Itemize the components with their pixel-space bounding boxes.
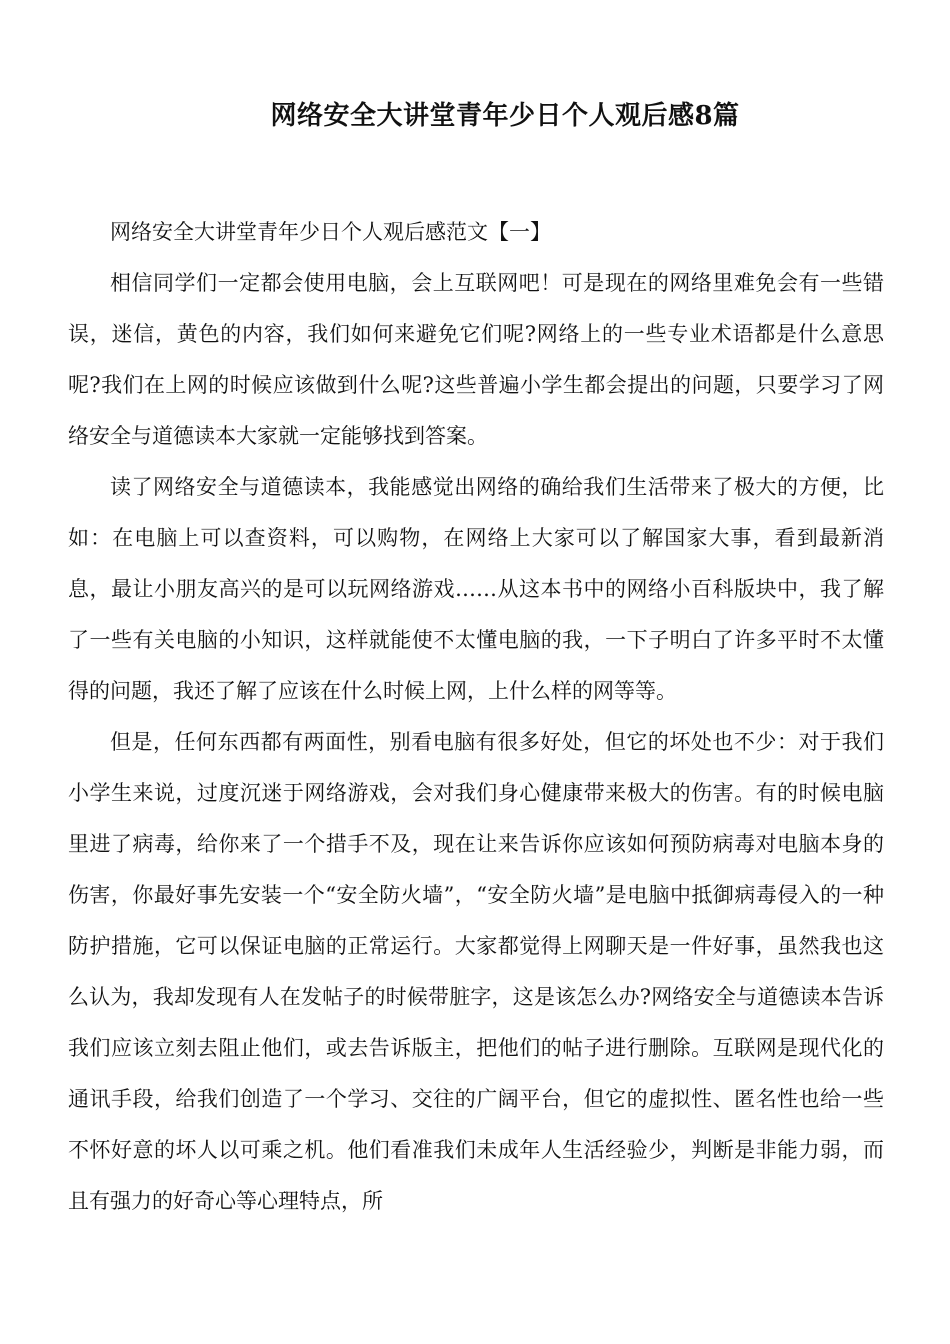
paragraph-1: 相信同学们一定都会使用电脑，会上互联网吧！可是现在的网络里难免会有一些错误，迷信，黄色的内容，我们如何来避免它们呢?网络上的一些专业术语都是什么意思呢?我们在上网的时候应该做到什么呢?这些普遍小学生都会提出的问题，只要学习了网络安全与道德读本大家就一定能够找到答案。 xyxy=(68,271,884,448)
paragraph-3: 但是，任何东西都有两面性，别看电脑有很多好处，但它的坏处也不少：对于我们小学生来说，过度沉迷于网络游戏，会对我们身心健康带来极大的伤害。有的时候电脑里进了病毒，给你来了一个措手不及，现在让来告诉你应该如何预防病毒对电脑本身的伤害，你最好事先安装一个“安全防火墙”，“安全防火墙”是电脑中抵御病毒侵入的一种防护措施，它可以保证电脑的正常运行。大家都觉得上网聊天是一件好事，虽然我也这么认为，我却发现有人在发帖子的时候带脏字，这是该怎么办?网络安全与道德读本告诉我们应该立刻去阻止他们，或去告诉版主，把他们的帖子进行删除。互联网是现代化的通讯手段，给我们创造了一个学习、交往的广阔平台，但它的虚拟性、匿名性也给一些不怀好意的坏人以可乘之机。他们看准我们未成年人生活经验少，判断是非能力弱，而且有强力的好奇心等心理特点，所 xyxy=(68,730,884,1213)
document-body xyxy=(68,207,884,1227)
paragraph-2: 读了网络安全与道德读本，我能感觉出网络的确给我们生活带来了极大的方便，比如：在电脑上可以查资料，可以购物，在网络上大家可以了解国家大事，看到最新消息，最让小朋友高兴的是可以玩网络游戏……从这本书中的网络小百科版块中，我了解了一些有关电脑的小知识，这样就能使不太懂电脑的我，一下子明白了许多平时不太懂得的问题，我还了解了应该在什么时候上网，上什么样的网等等。 xyxy=(68,475,884,703)
section-heading: 网络安全大讲堂青年少日个人观后感范文【一】 xyxy=(110,220,551,244)
document-title: 网络安全大讲堂青年少日个人观后感8篇 xyxy=(270,101,740,131)
